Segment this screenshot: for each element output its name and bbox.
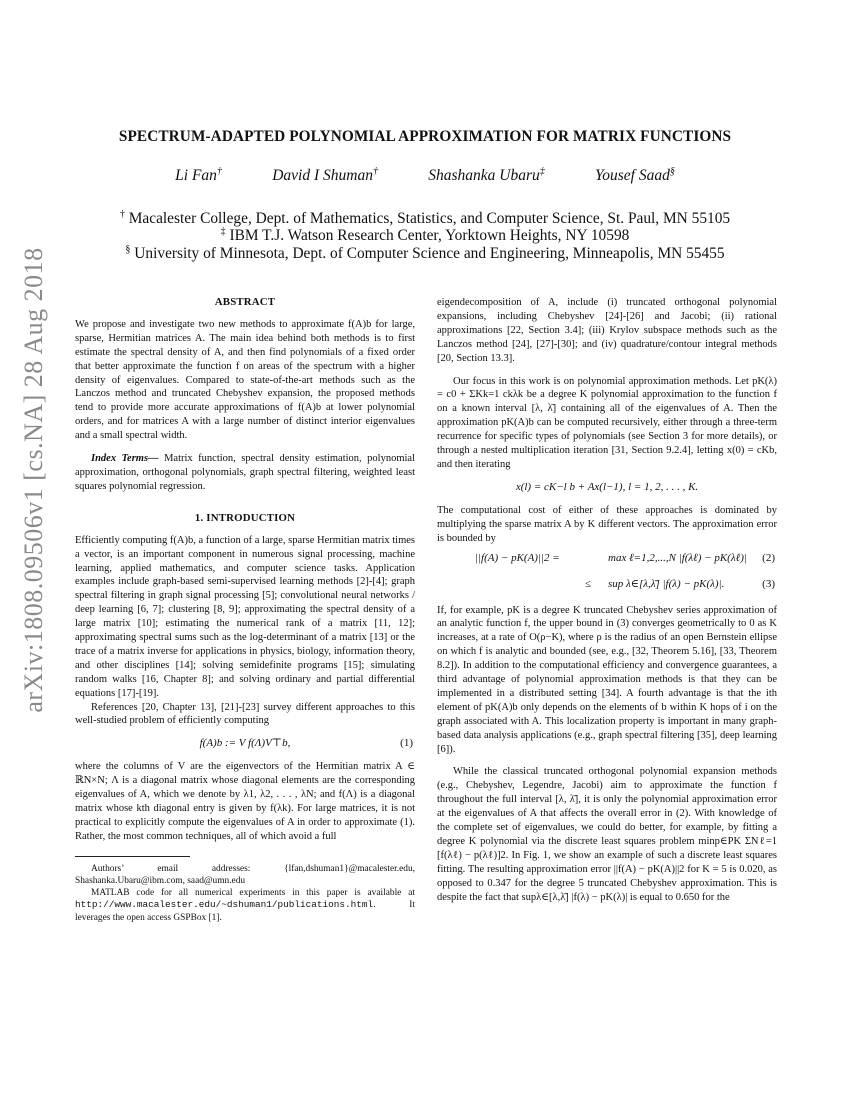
intro-paragraph: References [20, Chapter 13], [21]-[23] survey different approaches to this well-studied problem of efficiently computing [75, 701, 415, 727]
affiliation: § University of Minnesota, Dept. of Computer Science and Engineering, Minneapolis, MN 55455 [125, 244, 725, 263]
intro-paragraph: where the columns of V are the eigenvectors of the Hermitian matrix A ∈ ℝN×N; Λ is a diagonal matrix whose diagonal elements are the corresponding eigenvalues of A, which we denote by λ1, λ2, . . . , λN; and f(Λ) is a diagonal matrix whose kth diagonal entry is given by f(λk). For large matrices, it is not practical to explicitly compute the eigenvalues of A in order to approximate (1). Rather, the most common techniques, all of which avoid a full [75, 761, 415, 842]
iteration-equation: x(l) = cK−l b + Ax(l−1), l = 1, 2, . . . , K. [515, 480, 699, 493]
abstract-heading: ABSTRACT [214, 296, 276, 308]
index-terms: Index Terms— Matrix function, spectral density estimation, polynomial approximation, orthogonal polynomials, graph spectral filtering, weighted least squares polynomial regression. [75, 453, 416, 492]
arxiv-stamp: arXiv:1808.09506v1 [cs.NA] 28 Aug 2018 [19, 247, 48, 713]
author: Yousef Saad§ [595, 166, 675, 185]
affiliation: ‡ IBM T.J. Watson Research Center, Yorktown Heights, NY 10598 [220, 226, 630, 245]
body-paragraph: If, for example, pK is a degree K truncated Chebyshev series approximation of an analytic function f, the upper bound in (3) converges geometrically to 0 as K increases, at a rate of O(ρ−K), where ρ is the radius of an open Bernstein ellipse on which f is analytic and bounded (see, e.g., [32, Theorem 5.16], [33, Theorem 8.2]). In addition to the computational efficiency and convergence guarantees, a third advantage of polynomial approximation methods is that they can be implemented in a distributed setting [34]. A fourth advantage is that the ith element of pK(A)b only depends on the elements of b within K hops of i on the graph associated with A. This localization property is important in many graph-based data analysis applications (e.g., graph spectral filtering [35], deep learning [6]). [437, 604, 777, 755]
body-paragraph: While the classical truncated orthogonal polynomial expansion methods (e.g., Chebyshev, Legendre, Jacobi) aim to approximate the function f throughout the full interval [λ, λ̄], it is only the polynomial approximation error at the eigenvalues of A that affects the overall error in (2). With knowledge of the complete set of eigenvalues, we could do better, for example, by fitting a degree K polynomial via the discrete least squares problem minp∈PK ΣNℓ=1 [f(λℓ) − p(λℓ)]2. In Fig. 1, we show an example of such a discrete least squares fitting. The resulting approximation error ||f(A) − pK(A)||2 for K = 5 is 0.020, as opposed to 0.347 for the degree 5 truncated Chebyshev approximation. This is despite the fact that supλ∈[λ,λ̄] |f(λ) − pK(λ)| is equal to 0.650 for the [437, 766, 777, 903]
footnote-emails: Authors’ email addresses: {lfan,dshuman1}@macalester.edu, Shashanka.Ubaru@ibm.com, saad@umn.edu [75, 863, 415, 886]
equation-1: f(A)b := V f(Λ)V⊤b, (1) [199, 737, 413, 750]
author-list [150, 166, 700, 185]
introduction-heading: 1. INTRODUCTION [194, 511, 296, 524]
author: David I Shuman† [272, 166, 378, 185]
abstract-body: We propose and investigate two new methods to approximate f(A)b for large, sparse, Hermitian matrices A. The main idea behind both methods is to first estimate the spectral density of A, and then find polynomials of a fixed order that better approximate the function f on areas of the spectrum with a higher density of eigenvalues. Compared to state-of-the-art methods such as the Lanczos method and truncated Chebyshev expansion, the proposed methods tend to provide more accurate approximations of f(A)b at lower polynomial orders, and for matrices A with a large number of distinct interior eigenvalues and a small spectral width. [75, 318, 415, 442]
author: Li Fan† [175, 166, 222, 185]
footnote-code: MATLAB code for all numerical experiments in this paper is available at http://www.macalester.edu/~dshuman1/publications.html. It leverages the open access GSPBox [1]. [75, 888, 415, 923]
body-paragraph: The computational cost of either of these approaches is dominated by multiplying the sparse matrix A by K different vectors. The approximation error is bounded by [437, 504, 777, 544]
right-column [437, 296, 777, 905]
intro-paragraph: Efficiently computing f(A)b, a function of a large, sparse Hermitian matrix times a vector, is an important component in numerous signal processing, machine learning, applied mathematics, and computer science tasks. Application examples include graph-based semi-supervised learning methods [2]-[4]; graph spectral filtering in graph signal processing [5]; convolutional neural networks / deep learning [6, 7]; clustering [8, 9]; approximating the spectral density of a large matrix [10]; estimating the numerical rank of a matrix [11, 12]; approximating spectral sums such as the log-determinant of a matrix [13] or the trace of a matrix inverse for applications in physics, biology, information theory, and other disciplines [14]; solving semidefinite programs [15]; simulating random walks [16, Chapter 8]; and solving ordinary and partial differential equations [17]-[19]. [75, 534, 415, 699]
body-paragraph: eigendecomposition of A, include (i) truncated orthogonal polynomial expansions, including Chebyshev [24]-[26] and Jacobi; (ii) rational approximations [22, Section 3.4]; (iii) Krylov subspace methods such as the Lanczos method [24], [27]-[30]; and (iv) quadrature/contour integral methods [20, Section 13.3]. [437, 297, 777, 364]
author: Shashanka Ubaru‡ [428, 166, 545, 185]
paper-title: SPECTRUM-ADAPTED POLYNOMIAL APPROXIMATION FOR MATRIX FUNCTIONS [118, 128, 732, 145]
affiliation: † Macalester College, Dept. of Mathematics, Statistics, and Computer Science, St. Paul, MN 55105 [119, 209, 731, 228]
footnote-rule [75, 856, 190, 857]
equation-3: ≤ sup λ∈[λ,λ̄] |f(λ) − pK(λ)|. (3) [585, 577, 775, 590]
equation-2: ||f(A) − pK(A)||2 = max ℓ=1,2,...,N |f(λℓ) − pK(λℓ)| (2) [475, 551, 775, 564]
code-url-link[interactable]: http://www.macalester.edu/~dshuman1/publications.html [75, 899, 374, 911]
left-column [75, 296, 415, 924]
body-paragraph: Our focus in this work is on polynomial approximation methods. Let pK(λ) = c0 + ΣKk=1 ckλk be a degree K polynomial approximation to the function f on a known interval [λ, λ̄] containing all of the eigenvalues of A. Then the approximation pK(A)b can be computed recursively, either through a three-term recurrence for specific types of polynomials (see Section 3 for more details), or through a nested multiplication iteration [31, Section 9.2.4], letting x(0) = cKb, and then iterating [437, 375, 777, 470]
